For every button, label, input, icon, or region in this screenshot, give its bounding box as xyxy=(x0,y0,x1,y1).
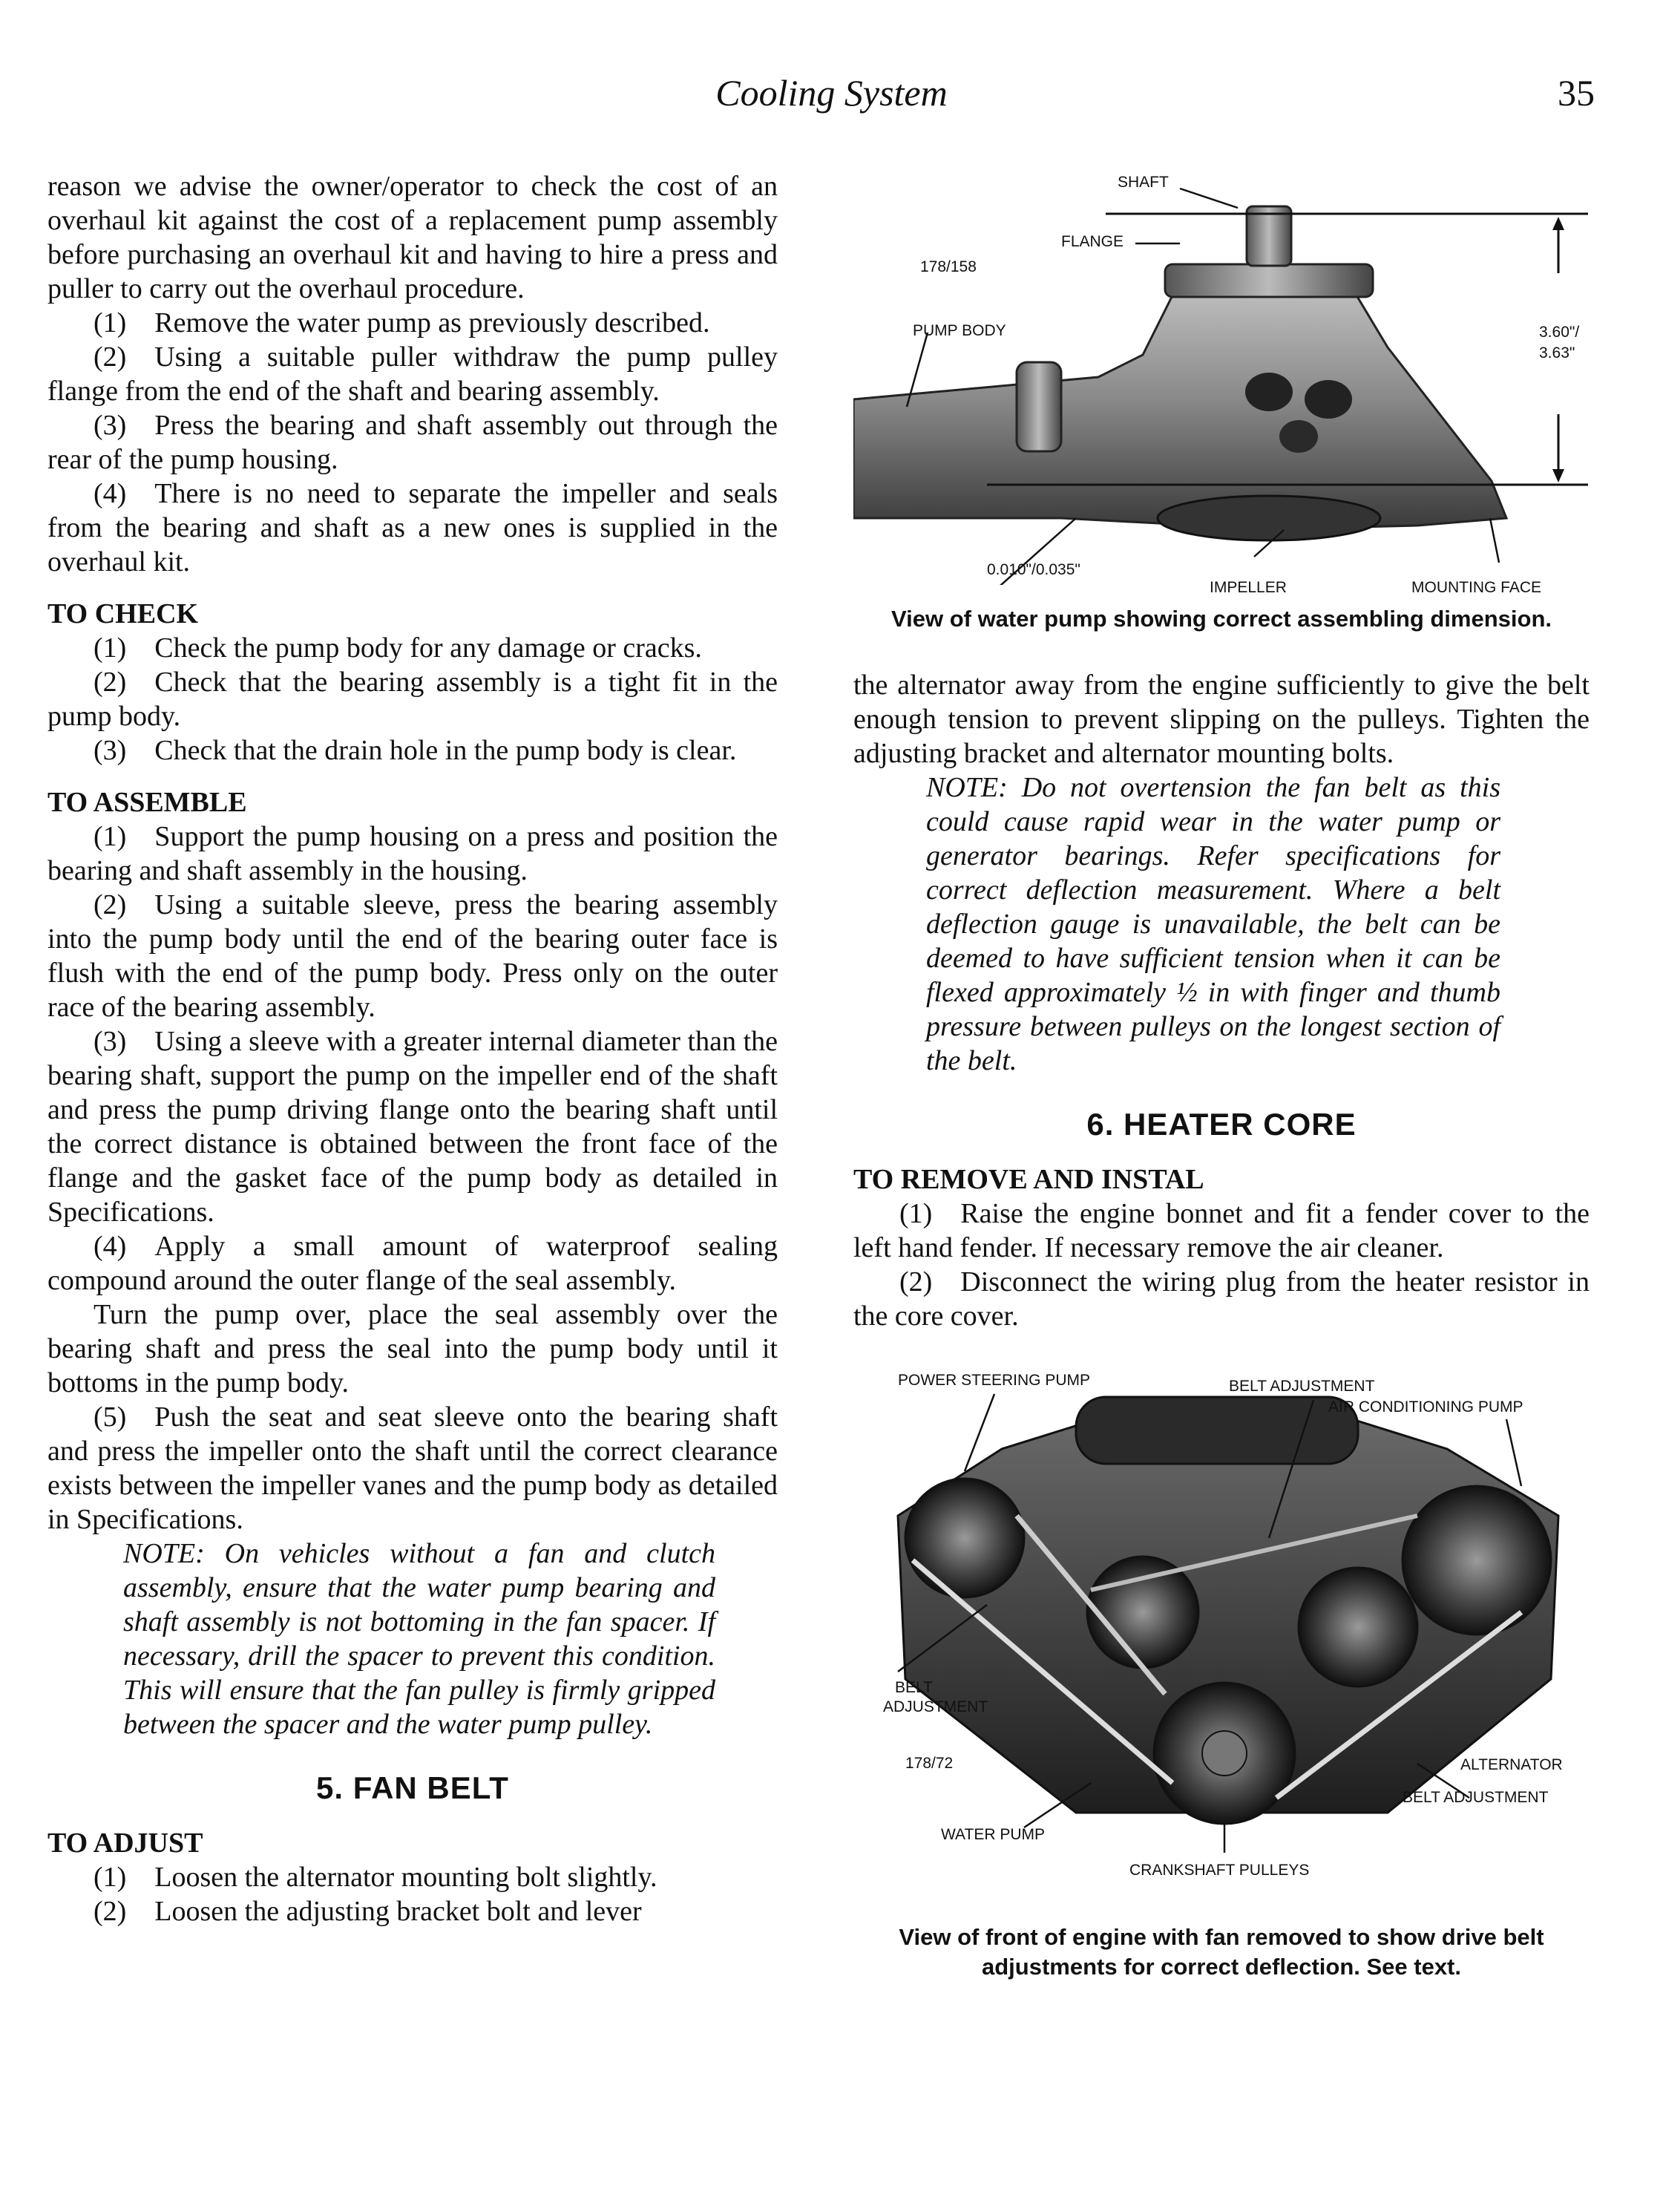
water-pump-caption: View of water pump showing correct assembling dimension. xyxy=(891,606,1552,632)
step-paragraph: (1) Loosen the alternator mounting bolt slightly. xyxy=(94,1862,657,1893)
water-pump-pulley xyxy=(1087,1557,1198,1668)
label-crankshaft-pulleys: CRANKSHAFT PULLEYS xyxy=(1129,1862,1310,1879)
label-mounting-face: MOUNTING FACE xyxy=(1411,579,1542,596)
remove-install-heading: TO REMOVE AND INSTAL xyxy=(853,1164,1204,1195)
step-paragraph: (1) Raise the engine bonnet and fit a fender cover to the left hand fender. If necessary remove the air cleaner. xyxy=(853,1198,1590,1263)
label-power-steering-pump: POWER STEERING PUMP xyxy=(898,1372,1091,1389)
label-alternator: ALTERNATOR xyxy=(1460,1756,1563,1773)
label-dimension-top: 3.60"/ xyxy=(1539,324,1580,341)
label-flange: FLANGE xyxy=(1061,233,1124,250)
engine-figure xyxy=(853,1367,1590,1917)
port-hole xyxy=(1279,420,1318,453)
pump-body-shape xyxy=(853,266,1506,529)
step-paragraph: (2) Using a suitable sleeve, press the bearing assembly into the pump body until the end of the bearing outer face is flush with the end of the pump body. Press only on the outer race of the bearing assembly. xyxy=(47,889,778,1023)
step-paragraph: (1) Support the pump housing on a press and position the bearing and shaft assembly in the housing. xyxy=(47,821,778,886)
label-ref-number: 178/72 xyxy=(905,1755,954,1772)
port-hole xyxy=(1305,380,1352,419)
label-belt-adjustment-right: BELT ADJUSTMENT xyxy=(1403,1789,1549,1806)
fan-belt-section-title: 5. FAN BELT xyxy=(316,1770,509,1805)
assembly-note: NOTE: On vehicles without a fan and clutch assembly, ensure that the water pump bearing and shaft assembly is not bottoming in the fan spacer. If necessary, drill the spacer to prevent this condition. This will ensure that the fan pulley is firmly gripped between the spacer and the water pump pulley. xyxy=(123,1538,715,1740)
page-number: 35 xyxy=(1558,72,1595,114)
step-paragraph: (5) Push the seat and seat sleeve onto the bearing shaft and press the impeller onto the shaft until the correct clearance exists between the impeller vanes and the pump body as detailed in Specifications. xyxy=(47,1401,778,1535)
heater-core-section-title: 6. HEATER CORE xyxy=(1086,1107,1357,1142)
intro-paragraph: reason we advise the owner/operator to check the cost of an overhaul kit against the cost of a replacement pump assembly before purchasing an overhaul kit and having to hire a press and puller to carry out the overhaul procedure. xyxy=(47,171,778,304)
step-paragraph: (3) Press the bearing and shaft assembly out through the rear of the pump housing. xyxy=(47,410,778,475)
water-pump-illustration xyxy=(853,169,1590,585)
crankshaft-pulley-hub xyxy=(1202,1731,1247,1776)
step-paragraph: (1) Check the pump body for any damage or cracks. xyxy=(94,632,702,664)
step-paragraph: (4) Apply a small amount of waterproof sealing compound around the outer flange of the seal assembly. xyxy=(47,1231,778,1296)
step-paragraph: (3) Using a sleeve with a greater internal diameter than the bearing shaft, support the pump on the impeller end of the shaft and press the pump driving flange onto the bearing shaft until the correct distance is obtained between the front face of the flange and the gasket face of the pump body as detailed in Specifications. xyxy=(47,1026,778,1228)
flange-shape xyxy=(1165,264,1373,297)
to-assemble-heading: TO ASSEMBLE xyxy=(47,787,247,818)
label-air-conditioning-pump: AIR CONDITIONING PUMP xyxy=(1328,1398,1523,1416)
label-ref-number: 178/158 xyxy=(920,258,977,275)
step-paragraph: (3) Check that the drain hole in the pump body is clear. xyxy=(94,735,737,766)
step-paragraph: (2) Using a suitable puller withdraw the pump pulley flange from the end of the shaft and bearing assembly. xyxy=(47,341,778,407)
step-paragraph: (2) Check that the bearing assembly is a tight fit in the pump body. xyxy=(47,667,778,732)
label-pump-body: PUMP BODY xyxy=(913,322,1006,339)
step-paragraph: (2) Loosen the adjusting bracket bolt and lever xyxy=(94,1896,642,1927)
fan-belt-note: NOTE: Do not overtension the fan belt as this could cause rapid wear in the water pump or generator bearings. Refer specifications for correct deflection measurement. Where a belt deflection gauge is unavailable, the belt can be deemed to have sufficient tension when it can be flexed approximately ½ in with finger and thumb pressure between pulleys on the longest section of the belt. xyxy=(926,772,1500,1076)
to-check-heading: TO CHECK xyxy=(47,598,199,629)
label-clearance: 0.010"/0.035" xyxy=(987,561,1080,578)
left-column xyxy=(47,169,778,1928)
label-belt-adjustment-top: BELT ADJUSTMENT xyxy=(1229,1378,1375,1395)
label-belt-left-line2: ADJUSTMENT xyxy=(883,1698,988,1715)
shaft-shape xyxy=(1247,206,1291,266)
label-impeller: IMPELLER xyxy=(1210,579,1287,596)
air-cleaner xyxy=(1076,1397,1358,1464)
continued-paragraph: the alternator away from the engine sufficiently to give the belt enough tension to prevent slipping on the pulleys. Tighten the adjusting bracket and alternator mounting bolts. xyxy=(853,670,1590,769)
label-water-pump: WATER PUMP xyxy=(941,1826,1045,1843)
engine-illustration xyxy=(853,1367,1590,1857)
step-paragraph: (1) Remove the water pump as previously described. xyxy=(94,307,710,338)
to-adjust-heading: TO ADJUST xyxy=(47,1827,203,1859)
outlet-stub xyxy=(1017,362,1061,451)
step-paragraph: (2) Disconnect the wiring plug from the heater resistor in the core cover. xyxy=(853,1266,1590,1332)
port-hole xyxy=(1245,373,1293,411)
step-paragraph: (4) There is no need to separate the impeller and seals from the bearing and shaft as a new ones is supplied in the overhaul kit. xyxy=(47,478,778,577)
water-pump-figure xyxy=(853,169,1590,644)
label-dimension-bottom: 3.63" xyxy=(1539,344,1575,361)
ac-pump-pulley xyxy=(1403,1486,1551,1635)
right-column xyxy=(853,169,1590,1982)
page-title: Cooling System xyxy=(715,72,948,114)
power-steering-pulley xyxy=(905,1479,1024,1597)
label-belt-left-line1: BELT xyxy=(895,1679,933,1696)
label-shaft: SHAFT xyxy=(1118,174,1169,191)
step-paragraph: Turn the pump over, place the seal assembly over the bearing shaft and press the seal into the pump body until it bottoms in the pump body. xyxy=(47,1299,778,1398)
impeller-shape xyxy=(1158,496,1380,540)
alternator-body xyxy=(1299,1568,1417,1686)
engine-caption: View of front of engine with fan removed to show drive belt adjustments for correct deflection. See text. xyxy=(899,1924,1544,1980)
